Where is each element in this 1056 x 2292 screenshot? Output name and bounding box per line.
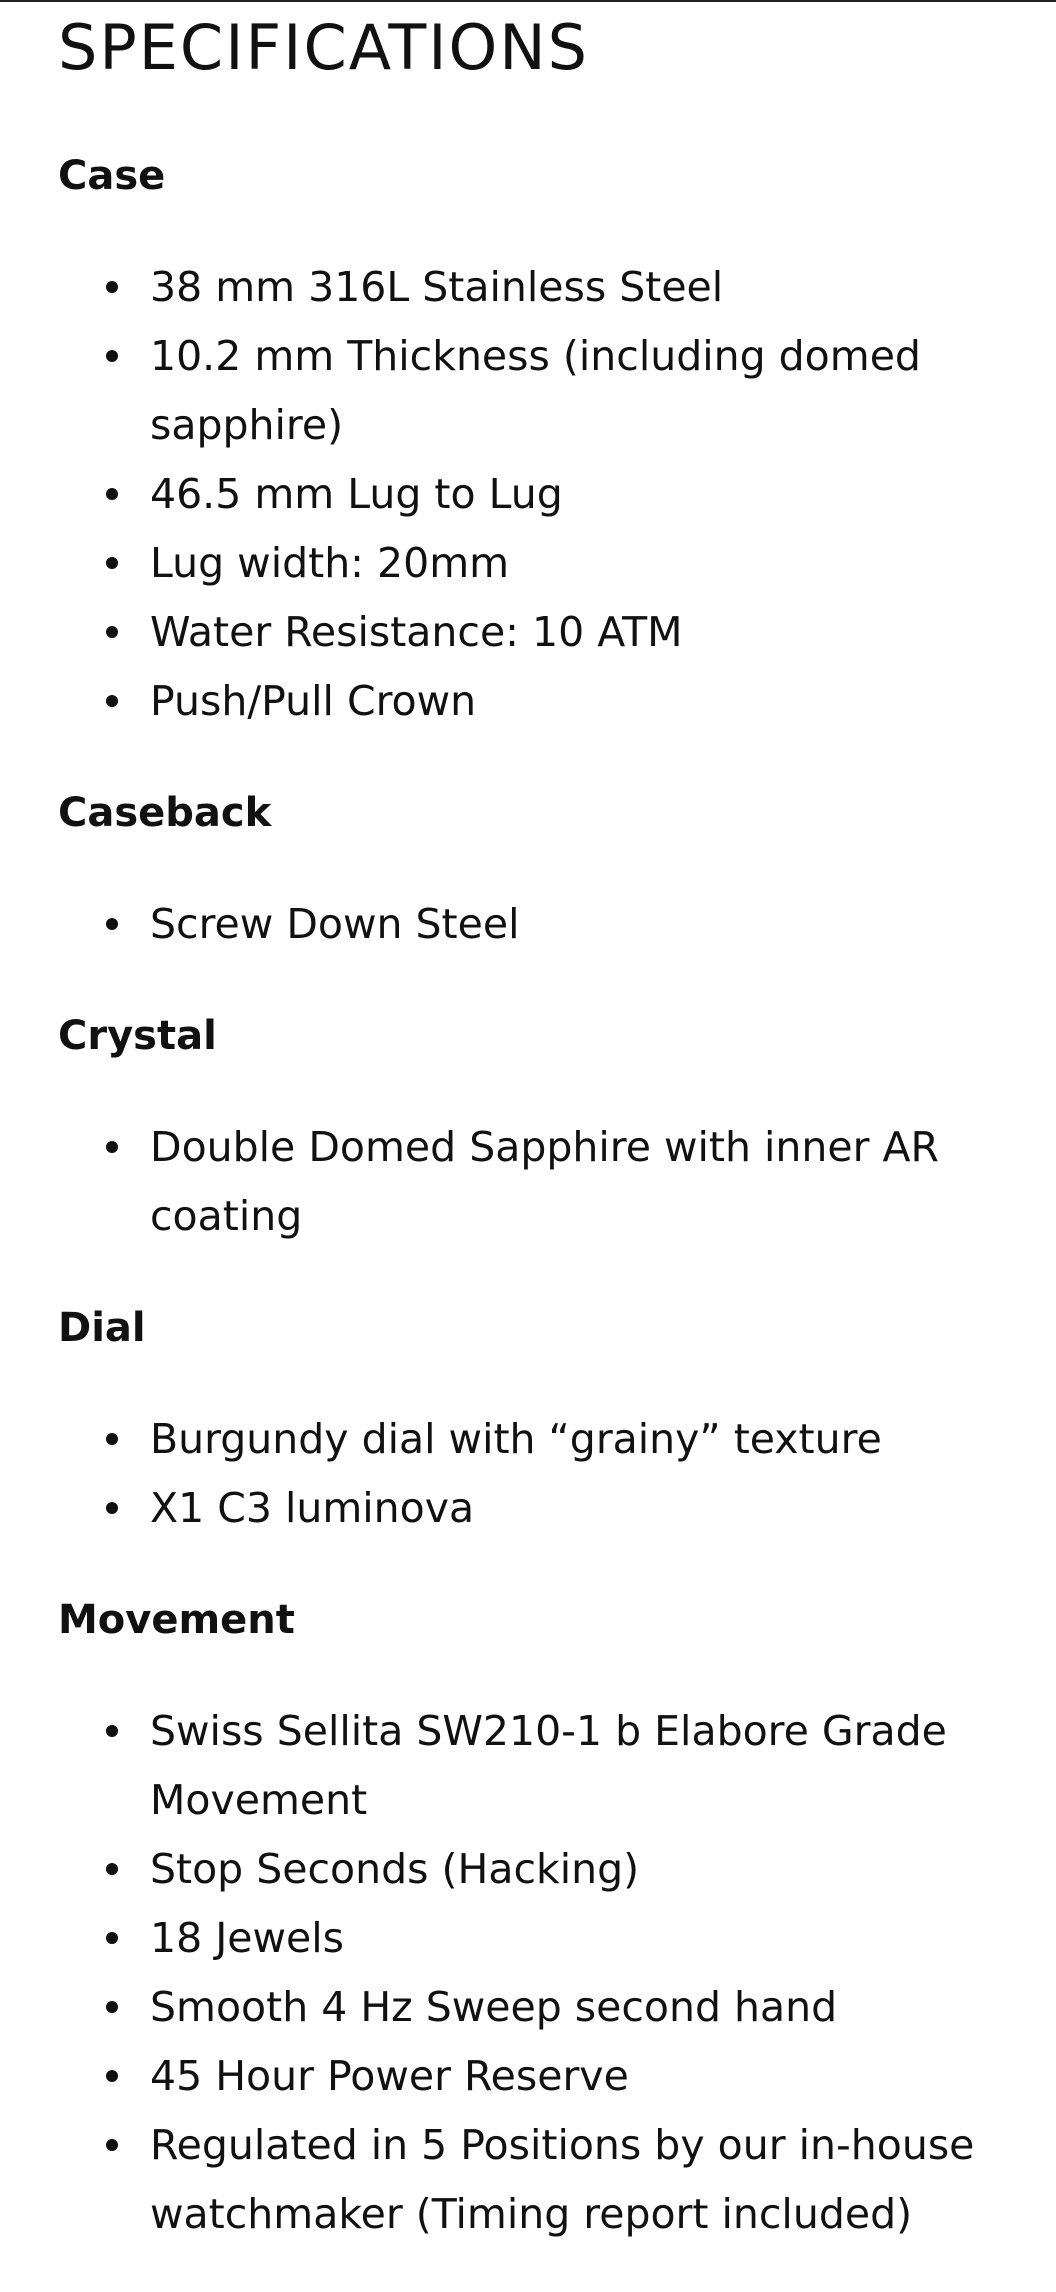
spacer [58,959,1018,1006]
spacer [58,1066,1018,1113]
section-title-case: Case [58,153,166,199]
list-item: 18 Jewels [58,1904,1010,1973]
spec-list-crystal [58,1113,1018,1251]
list-item: Lug width: 20mm [58,529,1010,598]
list-item: 38 mm 316L Stainless Steel [58,253,1010,322]
page-title: SPECIFICATIONS [58,11,590,84]
section-dial [58,1298,1018,1543]
spec-list-dial [58,1405,1018,1543]
list-item: Push/Pull Crown [58,667,1010,736]
section-title-caseback: Caseback [58,790,272,836]
list-item: 10.2 mm Thickness (including domed sapphire) [58,322,1010,460]
list-item: Water Resistance: 10 ATM [58,598,1010,667]
spacer [58,206,1018,253]
spec-list-movement [58,1697,1018,2249]
section-crystal [58,1006,1018,1251]
specifications-content [58,8,1018,2249]
top-border-line [0,0,1056,2]
list-item: Double Domed Sapphire with inner AR coating [58,1113,1010,1251]
spacer [58,1543,1018,1590]
section-title-dial: Dial [58,1305,146,1351]
list-item: 46.5 mm Lug to Lug [58,460,1010,529]
section-caseback [58,783,1018,959]
list-item: Smooth 4 Hz Sweep second hand [58,1973,1010,2042]
section-title-crystal: Crystal [58,1013,217,1059]
section-movement [58,1590,1018,2249]
spacer [58,88,1018,146]
list-item: Stop Seconds (Hacking) [58,1835,1010,1904]
list-item: Swiss Sellita SW210-1 b Elabore Grade Movement [58,1697,1010,1835]
spec-list-caseback [58,890,1018,959]
section-case [58,146,1018,736]
spacer [58,736,1018,783]
spacer [58,1251,1018,1298]
spacer [58,1358,1018,1405]
section-title-movement: Movement [58,1597,295,1643]
list-item: Regulated in 5 Positions by our in-house watchmaker (Timing report included) [58,2111,1010,2249]
spacer [58,843,1018,890]
spec-list-case [58,253,1018,736]
spacer [58,1650,1018,1697]
list-item: X1 C3 luminova [58,1474,1010,1543]
list-item: Burgundy dial with “grainy” texture [58,1405,1010,1474]
list-item: Screw Down Steel [58,890,1010,959]
list-item: 45 Hour Power Reserve [58,2042,1010,2111]
